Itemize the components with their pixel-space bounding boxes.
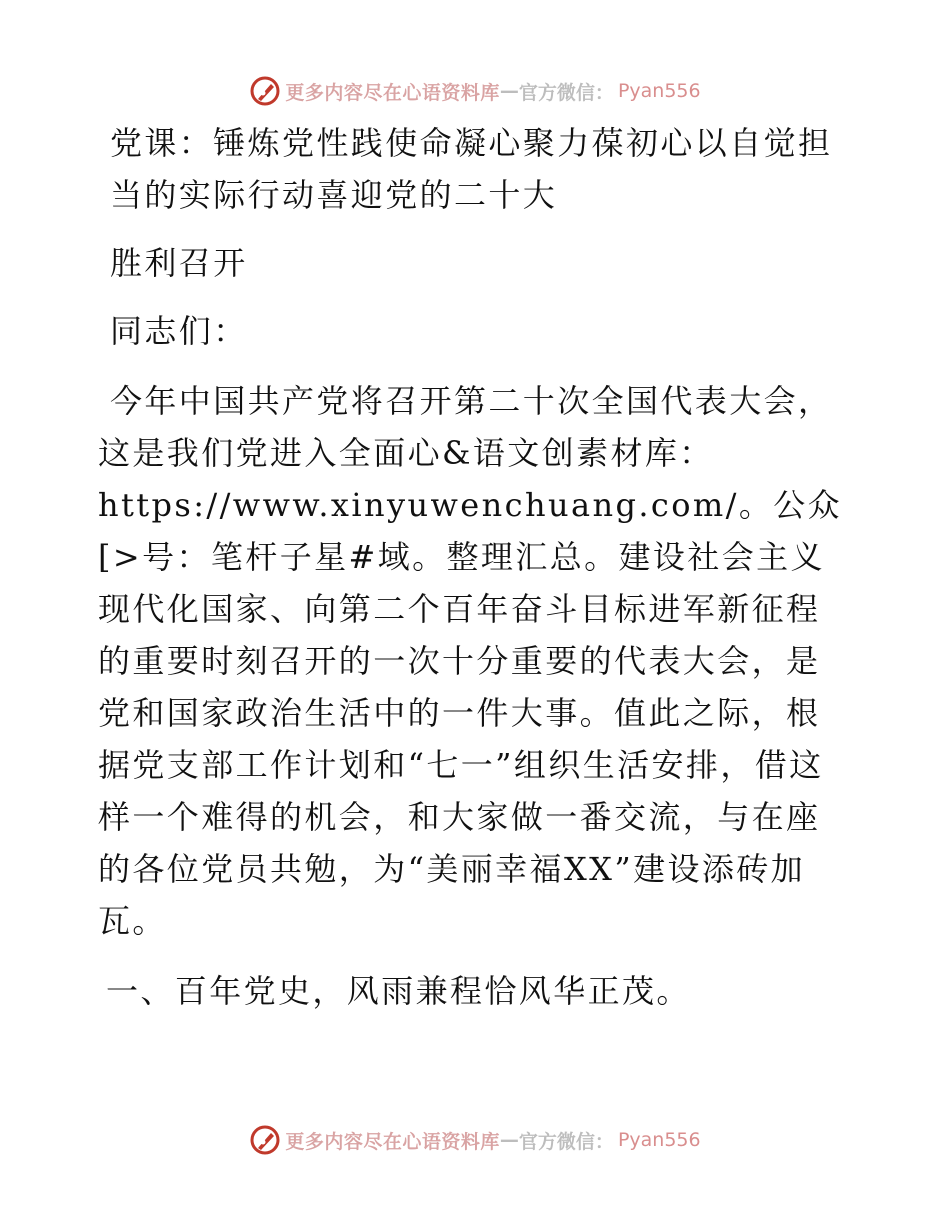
- watermark-text: 更多内容尽在心语资料库: [285, 81, 500, 104]
- body-paragraph: [98, 375, 850, 947]
- title-text: 党课：锤炼党性践使命凝心聚力葆初心以自觉担当的实际行动喜迎党的二十大: [110, 124, 833, 214]
- document-title: [98, 117, 850, 221]
- watermark-dash: —: [499, 80, 519, 102]
- title-continuation: 胜利召开: [110, 244, 248, 282]
- salutation: 同志们：: [110, 312, 248, 350]
- watermark-label: 官方微信：: [518, 1130, 614, 1153]
- watermark-label: 官方微信：: [518, 81, 614, 104]
- watermark-wechat-id: Pyan556: [617, 80, 701, 102]
- watermark-footer: [0, 1120, 950, 1160]
- watermark-wechat-id: Pyan556: [617, 1129, 701, 1151]
- watermark-dash: —: [499, 1129, 519, 1151]
- watermark-text: 更多内容尽在心语资料库: [285, 1130, 500, 1153]
- watermark-header: [0, 71, 950, 111]
- pen-logo-icon: [249, 75, 281, 107]
- section-heading: 一、百年党史，风雨兼程恰风华正茂。: [106, 972, 691, 1010]
- body-paragraph-text: 今年中国共产党将召开第二十次全国代表大会，这是我们党进入全面心&语文创素材库：https://www.xinyuwenchuang.com/。公众[>号：笔杆子星#域。整理汇总。建设社会主义现代化国家、向第二个百年奋斗目标进军新征程的重要时刻召开的一次十分重要的代表大会，是党和国家政治生活中的一件大事。值此之际，根据党支部工作计划和“七一”组织生活安排，借这样一个难得的机会，和大家做一番交流，与在座的各位党员共勉，为“美丽幸福XX”建设添砖加瓦。: [98, 382, 843, 940]
- document-body: [98, 117, 850, 1017]
- pen-logo-icon: [249, 1124, 281, 1156]
